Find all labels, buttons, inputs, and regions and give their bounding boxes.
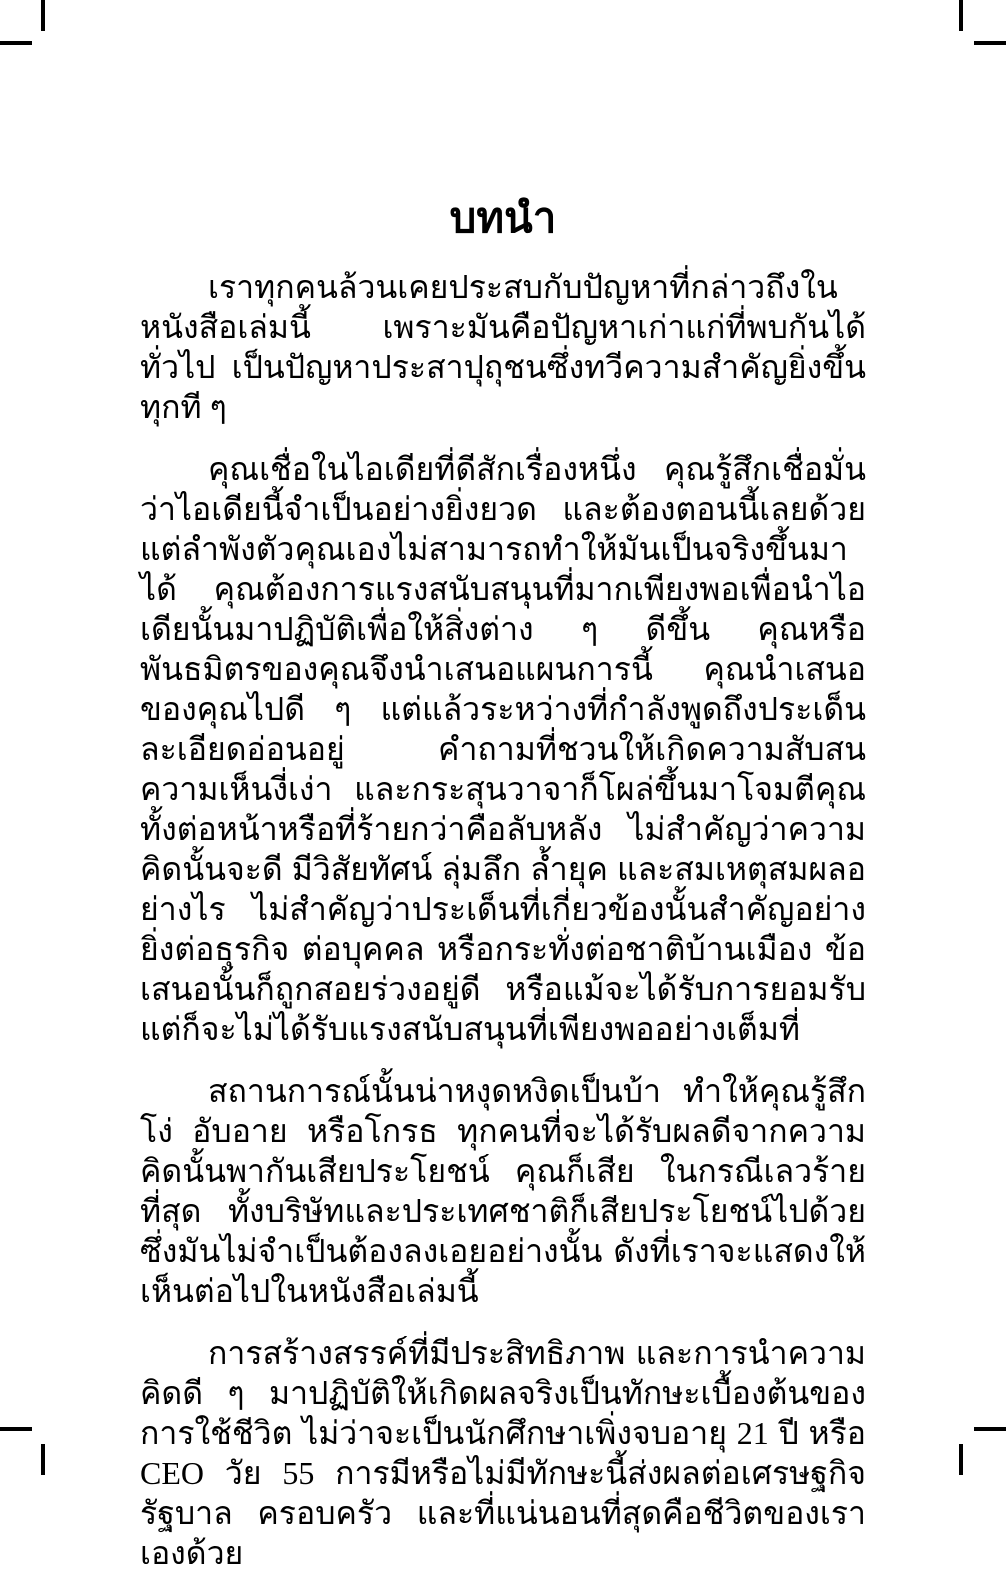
chapter-title: บทนำ (449, 193, 557, 242)
crop-mark-bottom-left-vertical (41, 1444, 45, 1475)
paragraph-2: คุณเชื่อในไอเดียที่ดีสักเรื่องหนึ่ง คุณรู้สึกเชื่อมั่นว่าไอเดียนี้จำเป็นอย่างยิ่งยวด และต้องตอนนี้เลยด้วย แต่ลำพังตัวคุณเองไม่สามารถทำให้มันเป็นจริงขึ้นมาได้ คุณต้องการแรงสนับสนุนที่มากเพียงพอเพื่อนำไอเดียนั้นมาปฏิบัติเพื่อให้สิ่งต่าง ๆ ดีขึ้น คุณหรือพันธมิตรของคุณจึงนำเสนอแผนการนี้ คุณนำเสนอของคุณไปดี ๆ แต่แล้วระหว่างที่กำลังพูดถึงประเด็นละเอียดอ่อนอยู่ คำถามที่ชวนให้เกิดความสับสน ความเห็นงี่เง่า และกระสุนวาจาก็โผล่ขึ้นมาโจมตีคุณทั้งต่อหน้าหรือที่ร้ายกว่าคือลับหลัง ไม่สำคัญว่าความคิดนั้นจะดี มีวิสัยทัศน์ ลุ่มลึก ล้ำยุค และสมเหตุสมผลอย่างไร ไม่สำคัญว่าประเด็นที่เกี่ยวข้องนั้นสำคัญอย่างยิ่งต่อธุรกิจ ต่อบุคคล หรือกระทั่งต่อชาติบ้านเมือง ข้อเสนอนั้นก็ถูกสอยร่วงอยู่ดี หรือแม้จะได้รับการยอมรับแต่ก็จะไม่ได้รับแรงสนับสนุนที่เพียงพออย่างเต็มที่ (140, 451, 866, 1047)
crop-mark-bottom-left-horizontal (0, 1427, 32, 1431)
crop-mark-top-right-horizontal (974, 41, 1006, 45)
crop-mark-bottom-right-vertical (959, 1444, 963, 1475)
paragraph-3: สถานการณ์นั้นน่าหงุดหงิดเป็นบ้า ทำให้คุณรู้สึกโง่ อับอาย หรือโกรธ ทุกคนที่จะได้รับผลดีจากความคิดนั้นพากันเสียประโยชน์ คุณก็เสีย ในกรณีเลวร้ายที่สุด ทั้งบริษัทและประเทศชาติก็เสียประโยชน์ไปด้วย ซึ่งมันไม่จำเป็นต้องลงเอยอย่างนั้น ดังที่เราจะแสดงให้เห็นต่อไปในหนังสือเล่มนี้ (140, 1073, 866, 1309)
crop-mark-top-right-vertical (959, 0, 963, 31)
text-block (140, 193, 866, 1573)
paragraph-1: เราทุกคนล้วนเคยประสบกับปัญหาที่กล่าวถึงในหนังสือเล่มนี้ เพราะมันคือปัญหาเก่าแก่ที่พบกันได้ทั่วไป เป็นปัญหาประสาปุถุชนซึ่งทวีความสำคัญยิ่งขึ้นทุกที ๆ (140, 269, 866, 425)
crop-mark-bottom-right-horizontal (974, 1427, 1006, 1431)
crop-mark-top-left-horizontal (0, 41, 32, 45)
paragraph-4: การสร้างสรรค์ที่มีประสิทธิภาพ และการนำความคิดดี ๆ มาปฏิบัติให้เกิดผลจริงเป็นทักษะเบื้องต้นของการใช้ชีวิต ไม่ว่าจะเป็นนักศึกษาเพิ่งจบอายุ 21 ปี หรือ CEO วัย 55 การมีหรือไม่มีทักษะนี้ส่งผลต่อเศรษฐกิจ รัฐบาล ครอบครัว และที่แน่นอนที่สุดคือชีวิตของเราเองด้วย (140, 1335, 866, 1571)
crop-mark-top-left-vertical (41, 0, 45, 31)
